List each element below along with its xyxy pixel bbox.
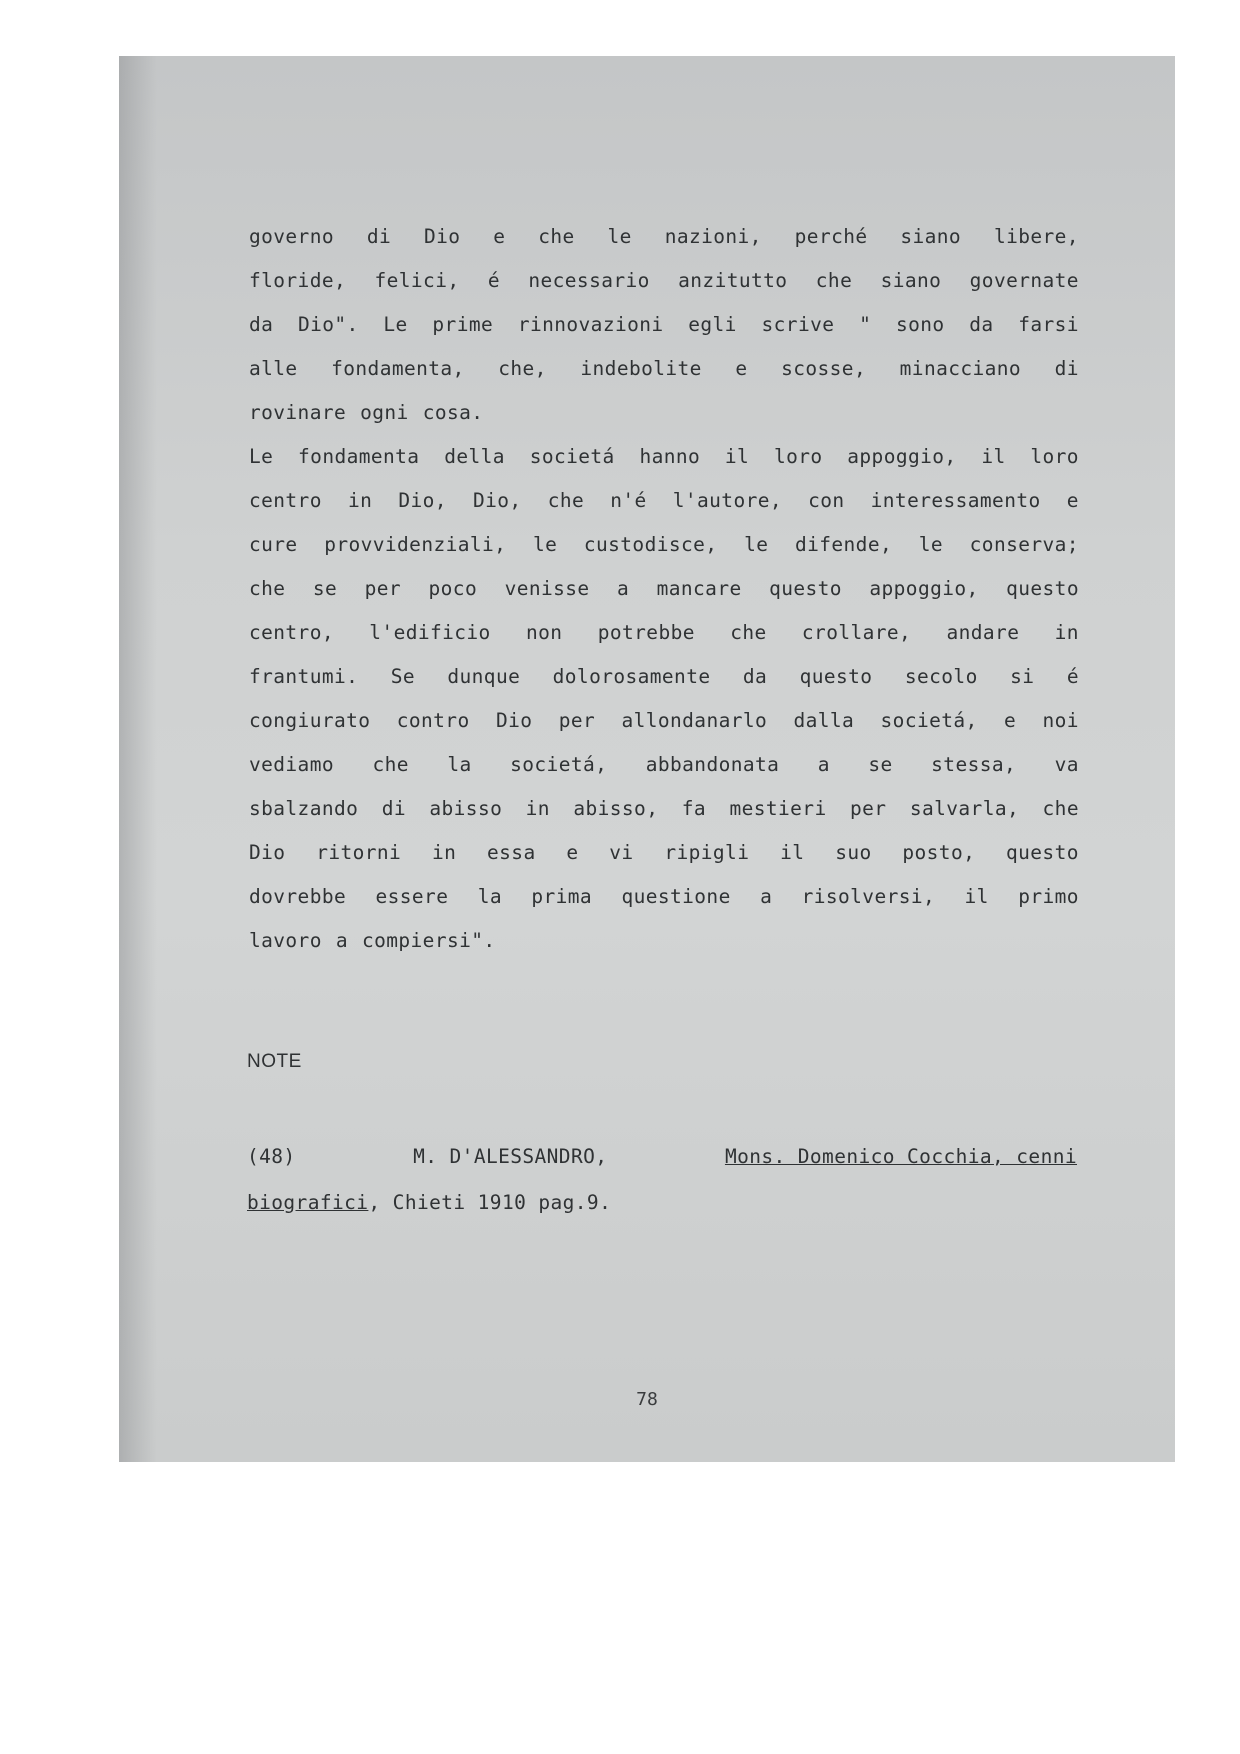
word: scrive — [761, 313, 835, 336]
word: minacciano — [899, 357, 1022, 380]
word: della — [444, 445, 505, 468]
word: cure — [249, 533, 298, 556]
word: a — [760, 885, 773, 908]
word: le — [744, 533, 769, 556]
word: nazioni, — [664, 225, 762, 248]
word: secolo — [904, 665, 978, 688]
word: centro, — [249, 621, 334, 644]
word: congiurato — [249, 709, 371, 732]
word: farsi — [1018, 313, 1079, 336]
word: é — [1066, 665, 1079, 688]
word: prima — [531, 885, 593, 908]
word: lavoro — [249, 929, 322, 952]
word: appoggio, — [847, 445, 957, 468]
word: loro — [773, 445, 823, 468]
word: difende, — [794, 533, 893, 556]
word: essere — [375, 885, 449, 908]
word: rinnovazioni — [517, 313, 664, 336]
word: di — [366, 225, 392, 248]
word: mancare — [656, 577, 742, 600]
word: mestieri — [729, 797, 827, 820]
footnote-line — [247, 1134, 1077, 1180]
word: e — [566, 841, 579, 864]
word: il — [780, 841, 805, 864]
word: abisso — [429, 797, 503, 820]
word: frantumi. — [249, 665, 359, 688]
word: la — [477, 885, 502, 908]
word: scosse, — [781, 357, 867, 380]
word: societá, — [510, 753, 608, 776]
word: libere, — [993, 225, 1079, 248]
word: Dio — [249, 841, 286, 864]
word: noi — [1042, 709, 1079, 732]
word: n'é — [610, 489, 647, 512]
word: in — [1054, 621, 1079, 644]
word: " — [859, 313, 872, 336]
word: potrebbe — [597, 621, 695, 644]
word: vediamo — [249, 753, 334, 776]
word: abisso, — [573, 797, 659, 820]
word: e — [1004, 709, 1017, 732]
footnote-author: M. D'ALESSANDRO, — [413, 1145, 608, 1168]
word: per — [558, 709, 596, 732]
word: prime — [432, 313, 494, 336]
word: che — [547, 489, 585, 512]
footnote-title: Mons. Domenico Cocchia, cenni — [724, 1145, 1077, 1168]
word: Dio — [495, 709, 533, 732]
word: il — [964, 885, 989, 908]
word: da — [249, 313, 274, 336]
text-line — [249, 787, 1079, 831]
word: che, — [498, 357, 547, 380]
word: sono — [895, 313, 945, 336]
word: Dio, — [473, 489, 522, 512]
word: la — [447, 753, 472, 776]
word: Le — [383, 313, 408, 336]
word: stessa, — [931, 753, 1017, 776]
word: essa — [487, 841, 536, 864]
word: va — [1054, 753, 1079, 776]
word: questo — [799, 665, 873, 688]
text-line — [249, 259, 1079, 303]
text-line — [249, 875, 1079, 919]
word: se — [868, 753, 893, 776]
text-line — [249, 919, 1079, 963]
word: che — [249, 577, 286, 600]
word: questo — [769, 577, 842, 600]
word: primo — [1018, 885, 1079, 908]
word: provvidenziali, — [324, 533, 507, 556]
footnote-line — [247, 1180, 1077, 1226]
text-line — [249, 831, 1079, 875]
word: fondamenta, — [331, 357, 465, 380]
word: poco — [428, 577, 478, 600]
word: siano — [880, 269, 942, 292]
word: sbalzando — [249, 797, 359, 820]
word: é — [487, 269, 500, 292]
word: rovinare — [249, 401, 347, 424]
word: Dio, — [398, 489, 447, 512]
word: dolorosamente — [552, 665, 711, 688]
word: alle — [249, 357, 298, 380]
body-text — [249, 215, 1079, 963]
text-line — [249, 743, 1079, 787]
word: necessario — [528, 269, 650, 292]
word: conserva; — [969, 533, 1079, 556]
word: a — [617, 577, 630, 600]
text-line — [249, 391, 1079, 435]
word: contro — [396, 709, 470, 732]
text-line — [249, 479, 1079, 523]
word: di — [1054, 357, 1079, 380]
word: da — [969, 313, 994, 336]
word: governate — [969, 269, 1079, 292]
word: le — [918, 533, 944, 556]
word: societá, — [880, 709, 978, 732]
word: risolversi, — [801, 885, 936, 908]
notes-heading: NOTE — [247, 1051, 302, 1072]
word: l'edificio — [369, 621, 491, 644]
scanned-page-photo — [119, 56, 1175, 1462]
word: ritorni — [316, 841, 402, 864]
word: il — [981, 445, 1006, 468]
word: questo — [1006, 841, 1079, 864]
word: suo — [835, 841, 872, 864]
word: centro — [249, 489, 322, 512]
word: il — [724, 445, 750, 468]
word: Dio — [423, 225, 461, 248]
word: di — [381, 797, 406, 820]
word: hanno — [639, 445, 701, 468]
word: che — [815, 269, 853, 292]
word: appoggio, — [869, 577, 979, 600]
text-line — [249, 303, 1079, 347]
word: vi — [609, 841, 634, 864]
word: loro — [1030, 445, 1079, 468]
word: che — [730, 621, 767, 644]
word: questo — [1006, 577, 1079, 600]
word: questione — [621, 885, 731, 908]
word: Se — [390, 665, 415, 688]
text-line — [249, 567, 1079, 611]
word: che — [372, 753, 409, 776]
word: floride, — [249, 269, 347, 292]
word: fondamenta — [298, 445, 420, 468]
word: per — [850, 797, 887, 820]
word: a — [335, 929, 348, 952]
word: societá — [529, 445, 615, 468]
footnote-publication: , Chieti 1910 pag.9. — [368, 1191, 612, 1214]
text-line — [249, 699, 1079, 743]
word: dovrebbe — [249, 885, 347, 908]
word: a — [817, 753, 830, 776]
text-line — [249, 347, 1079, 391]
word: allondanarlo — [621, 709, 768, 732]
word: felici, — [374, 269, 460, 292]
word: in — [525, 797, 550, 820]
word: salvarla, — [909, 797, 1020, 820]
word: e — [1066, 489, 1079, 512]
word: anzitutto — [678, 269, 788, 292]
text-line — [249, 611, 1079, 655]
word: dunque — [447, 665, 521, 688]
footnote-title-continued: biografici — [247, 1191, 369, 1214]
word: fa — [681, 797, 707, 820]
word: le — [532, 533, 558, 556]
word: cosa. — [422, 401, 484, 424]
word: che — [1042, 797, 1079, 820]
word: con — [808, 489, 845, 512]
word: da — [742, 665, 768, 688]
footnote-marker: (48) — [247, 1145, 296, 1168]
word: posto, — [902, 841, 976, 864]
text-line — [249, 215, 1079, 259]
footnote — [247, 1134, 1077, 1226]
word: abbandonata — [645, 753, 780, 776]
word: andare — [946, 621, 1020, 644]
word: le — [607, 225, 632, 248]
word: per — [364, 577, 402, 600]
word: non — [526, 621, 563, 644]
text-line — [249, 435, 1079, 479]
word: venisse — [504, 577, 590, 600]
word: interessamento — [870, 489, 1041, 512]
text-line — [249, 655, 1079, 699]
word: perché — [794, 225, 868, 248]
word: Le — [249, 445, 274, 468]
word: in — [431, 841, 457, 864]
word: crollare, — [801, 621, 912, 644]
word: siano — [900, 225, 962, 248]
page-number: 78 — [636, 1389, 658, 1410]
word: se — [312, 577, 338, 600]
word: custodisce, — [583, 533, 718, 556]
word: Dio". — [298, 313, 359, 336]
word: egli — [688, 313, 737, 336]
word: l'autore, — [672, 489, 783, 512]
text-line — [249, 523, 1079, 567]
word: dalla — [793, 709, 855, 732]
word: e — [493, 225, 506, 248]
word: che — [538, 225, 575, 248]
word: in — [347, 489, 373, 512]
word: compiersi". — [361, 929, 496, 952]
word: ogni — [360, 401, 409, 424]
word: si — [1010, 665, 1035, 688]
word: indebolite — [580, 357, 702, 380]
word: e — [735, 357, 748, 380]
word: governo — [249, 225, 334, 248]
word: ripigli — [664, 841, 750, 864]
